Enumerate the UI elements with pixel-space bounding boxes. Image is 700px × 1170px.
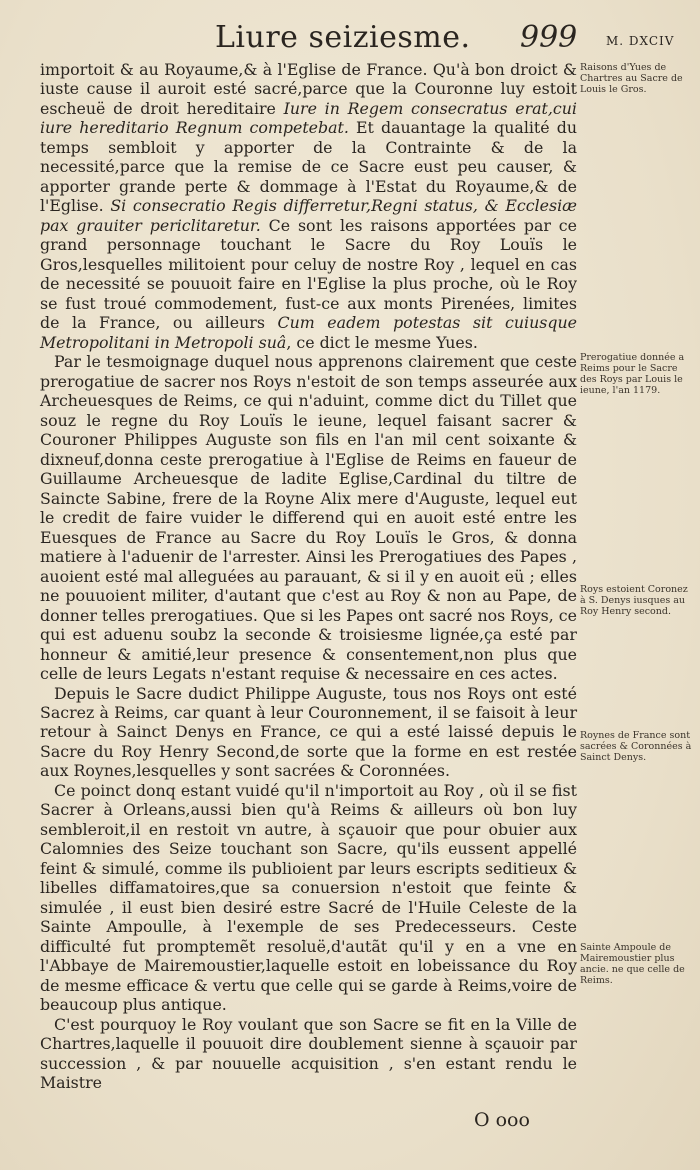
margin-note: Sainte Ampoule de Mairemoustier plus ancie. ne que celle de Reims. xyxy=(580,942,685,986)
page-header xyxy=(0,20,700,60)
year-marker: M. DXCIV xyxy=(606,34,675,48)
margin-note: Raisons d'Yues de Chartres au Sacre de Louis le Gros. xyxy=(580,62,683,95)
paragraph: C'est pourquoy le Roy voulant que son Sacre se fit en la Ville de Chartres,laquelle il pouuoit dire doublement sienne à sçauoir par succession , & par nouuelle acquisition , s'en estant rendu le Maistre xyxy=(40,1014,577,1093)
latin-quote: Si consecratio Regis differretur,Regni status, & Ecclesiæ pax grauiter periclitaretur. xyxy=(40,196,577,235)
main-text xyxy=(40,60,577,1093)
paragraph: Par le tesmoignage duquel nous apprenons clairement que ceste prerogatiue de sacrer nos Roys n'estoit de son temps asseurée aux Archeuesques de Reims, ce qui n'aduint, comme dict du Tillet que souz le regne du Roy Louïs le ieune, lequel faisant sacrer & Couroner Philippes Auguste son fils en l'an mil cent soixante & dixneuf,donna ceste prerogatiue à l'Eglise de Reims en faueur de Guillaume Archeuesque de ladite Eglise,Cardinal du tiltre de Saincte Sabine, frere de la Royne Alix mere d'Auguste, lequel eut le credit de faire vuider le differend qui en auoit esté entre les Euesques de France au Sacre du Roy Louïs le Gros, & donna matiere à l'aduenir de l'arrester. Ainsi les Prerogatiues des Papes , auoient esté mal alleguées au parauant, & si il y en auoit eü ; elles ne pouuoient militer, d'autant que c'est au Roy & non au Pape, de donner telles prerogatiues. Que si les Papes ont sacré nos Roys, ce qui est aduenu soubz la seconde & troisiesme lignée,ça esté par honneur & amitié,leur presence & consentement,non plus que celle de leurs Legats n'estant requise & necessaire en ces actes. xyxy=(40,352,577,684)
margin-note: Roys estoient Coronez à S. Denys iusques au Roy Henry second. xyxy=(580,584,688,617)
latin-quote: Cum eadem potestas sit cuiusque Metropolitani in Metropoli suâ xyxy=(40,313,577,352)
paragraph: Depuis le Sacre dudict Philippe Auguste, tous nos Roys ont esté Sacrez à Reims, car quant à leur Couronnement, il se faisoit à leur retour à Sainct Denys en France, ce qui a esté laissé depuis le Sacre du Roy Henry Second,de sorte que la forme en est restée aux Roynes,lesquelles y sont sacrées & Coronnées. xyxy=(40,683,577,781)
margin-note: Roynes de France sont sacrées & Coronnées à Sainct Denys. xyxy=(580,730,692,763)
running-title: Liure seiziesme. xyxy=(215,20,471,55)
page-number: 999 xyxy=(520,20,578,55)
margin-note: Prerogatiue donnée a Reims pour le Sacre des Roys par Louis le ieune, l'an 1179. xyxy=(580,352,685,396)
latin-quote: Iure in Regem consecratus erat,cui iure hereditario Regnum competebat. xyxy=(40,98,577,138)
paragraph: Ce poinct donq estant vuidé qu'il n'importoit au Roy , où il se fist Sacrer à Orleans,aussi bien qu'à Reims & ailleurs où bon luy sembleroit,il en restoit vn autre, à sçauoir que pour obuier aux Calomnies des Seize touchant son Sacre, qu'ils eussent appellé feint & simulé, comme ils publioient par leurs escripts seditieux & libelles diffamatoires,que sa conuersion n'estoit que feinte & simulée , il eust bien desiré estre Sacré de l'Huile Celeste de la Sainte Ampoulle, à l'exemple de ses Predecesseurs. Ceste difficulté fut promptemẽt resoluë,d'autãt qu'il y en a vne en l'Abbaye de Mairemoustier,laquelle estoit en lobeissance du Roy de mesme efficace & vertu que celle qui se garde à Reims,voire de beaucoup plus antique. xyxy=(40,780,577,1015)
paragraph: importoit & au Royaume,& à l'Eglise de France. Qu'à bon droict & iuste cause il auroit esté sacré,parce que la Couronne luy estoit escheuë de droit hereditaire Iure in Regem consecratus erat,cui iure hereditario Regnum competebat. Et dauantage la qualité du temps sembloit y apporter de la Contrainte & de la necessité,parce que la remise de ce Sacre eust peu causer, & apporter grande perte & dommage à l'Estat du Royaume,& de l'Eglise. Si consecratio Regis differretur,Regni status, & Ecclesiæ pax grauiter periclitaretur. Ce sont les raisons apportées par ce grand personnage touchant le Sacre du Roy Louïs le Gros,lesquelles militoient pour celuy de nostre Roy , lequel en cas de necessité se pouuoit faire en l'Eglise la plus proche, où le Roy se fust troué commodement, fust-ce aux monts Pirenées, limites de la France, ou ailleurs Cum eadem potestas sit cuiusque Metropolitani in Metropoli suâ, ce dict le mesme Yues. xyxy=(40,60,577,352)
signature-mark: O ooo xyxy=(474,1109,530,1131)
